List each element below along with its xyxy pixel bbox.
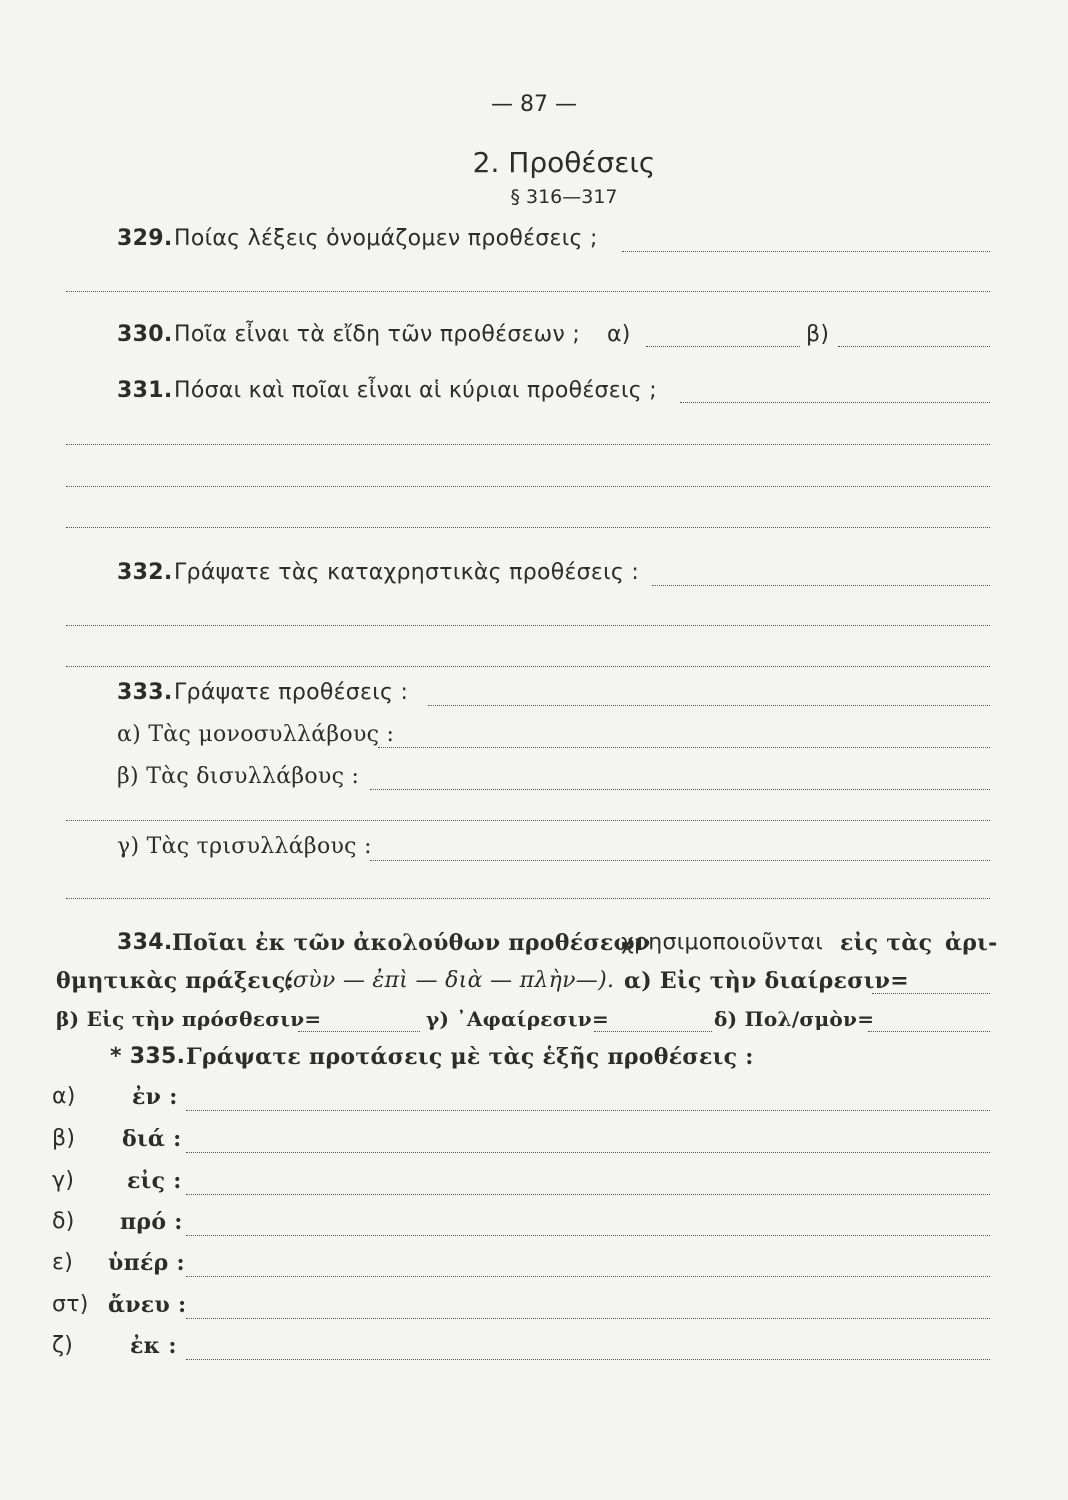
question-330-text: Ποῖα εἶναι τὰ εἴδη τῶν προθέσεων ; [174,322,581,347]
page-number: — 87 — [491,92,577,117]
question-334-text-2: θμητικὰς πράξεις: [56,968,295,994]
answer-line-329-2[interactable] [66,291,990,292]
answer-line-333-a[interactable] [378,747,990,748]
answer-line-331-4[interactable] [66,527,990,528]
question-329-text: Ποίας λέξεις ὀνομάζομεν προθέσεις ; [174,226,598,251]
question-334-word: χρησιμοποιοῦνται [621,930,824,955]
list-item-preposition: ἐκ : [130,1333,177,1359]
page-title: 2. Προθέσεις [472,146,656,179]
question-334-c-label: γ) ᾿Αφαίρεσιν= [426,1007,610,1031]
answer-line-335-4[interactable] [186,1235,990,1236]
answer-line-334-a[interactable] [872,993,990,994]
list-item-preposition: ὑπέρ : [108,1250,185,1276]
section-reference: § 316—317 [510,186,618,208]
list-item-letter: α) [52,1084,76,1109]
question-333-b: β) Τὰς δισυλλάβους : [117,764,360,789]
answer-line-333-1[interactable] [428,705,990,706]
answer-line-335-6[interactable] [186,1318,990,1319]
question-333-a: α) Τὰς μονοσυλλάβους : [117,722,395,747]
question-335-text: Γράψατε προτάσεις μὲ τὰς ἑξῆς προθέσεις : [186,1044,754,1070]
question-333-text: Γράψατε προθέσεις : [174,680,409,705]
question-333-number: 333. [117,680,173,705]
answer-line-333-b-2[interactable] [66,820,990,821]
answer-line-333-c-2[interactable] [66,898,990,899]
question-334-hyphenation: ἀρι- [945,930,998,956]
answer-line-331-3[interactable] [66,486,990,487]
answer-line-330-b[interactable] [838,346,990,347]
answer-line-335-5[interactable] [186,1276,990,1277]
question-334-d-label: δ) Πολ/σμὸν= [714,1007,875,1031]
answer-line-335-7[interactable] [186,1359,990,1360]
question-334-number: 334. [117,930,173,955]
answer-line-335-2[interactable] [186,1152,990,1153]
question-334-text-end: εἰς τὰς [840,930,933,956]
list-item-letter: ζ) [52,1333,74,1358]
question-332-number: 332. [117,560,173,585]
option-330-b: β) [806,322,830,347]
list-item-letter: ε) [52,1250,74,1275]
question-334-b-label: β) Εἰς τὴν πρόσθεσιν= [56,1007,322,1031]
list-item-letter: στ) [52,1292,89,1317]
answer-line-334-c[interactable] [594,1031,712,1032]
answer-line-329-1[interactable] [622,251,990,252]
question-331-number: 331. [117,378,173,403]
answer-line-335-1[interactable] [186,1110,990,1111]
list-item-preposition: ἐν : [132,1084,178,1110]
question-331-text: Πόσαι καὶ ποῖαι εἶναι αἱ κύριαι προθέσεις ; [174,378,657,403]
list-item-preposition: πρό : [120,1209,183,1235]
question-330-number: 330. [117,322,173,347]
answer-line-333-b-1[interactable] [370,789,990,790]
option-330-a: α) [607,322,631,347]
list-item-preposition: εἰς : [127,1168,182,1194]
list-item-letter: δ) [52,1209,75,1234]
question-334-prepositions: (σὺν — ἐπὶ — διὰ — πλὴν—). [284,968,615,993]
list-item-preposition: διά : [122,1126,182,1152]
answer-line-334-d[interactable] [868,1031,990,1032]
answer-line-332-2[interactable] [66,625,990,626]
answer-line-335-3[interactable] [186,1194,990,1195]
question-329-number: 329. [117,226,173,251]
question-334-a-label: α) Εἰς τὴν διαίρεσιν= [624,968,909,994]
answer-line-331-1[interactable] [680,402,990,403]
answer-line-330-a[interactable] [646,346,800,347]
list-item-letter: γ) [52,1168,75,1193]
question-335-number: * 335. [110,1044,186,1069]
question-332-text: Γράψατε τὰς καταχρηστικὰς προθέσεις : [174,560,640,585]
answer-line-333-c-1[interactable] [370,860,990,861]
list-item-preposition: ἄνευ : [108,1292,187,1318]
answer-line-332-1[interactable] [652,585,990,586]
answer-line-334-b[interactable] [298,1031,420,1032]
answer-line-332-3[interactable] [66,666,990,667]
list-item-letter: β) [52,1126,76,1151]
answer-line-331-2[interactable] [66,444,990,445]
question-333-c: γ) Τὰς τρισυλλάβους : [117,834,372,859]
question-334-text: Ποῖαι ἐκ τῶν ἀκολούθων προθέσεων [172,930,651,956]
